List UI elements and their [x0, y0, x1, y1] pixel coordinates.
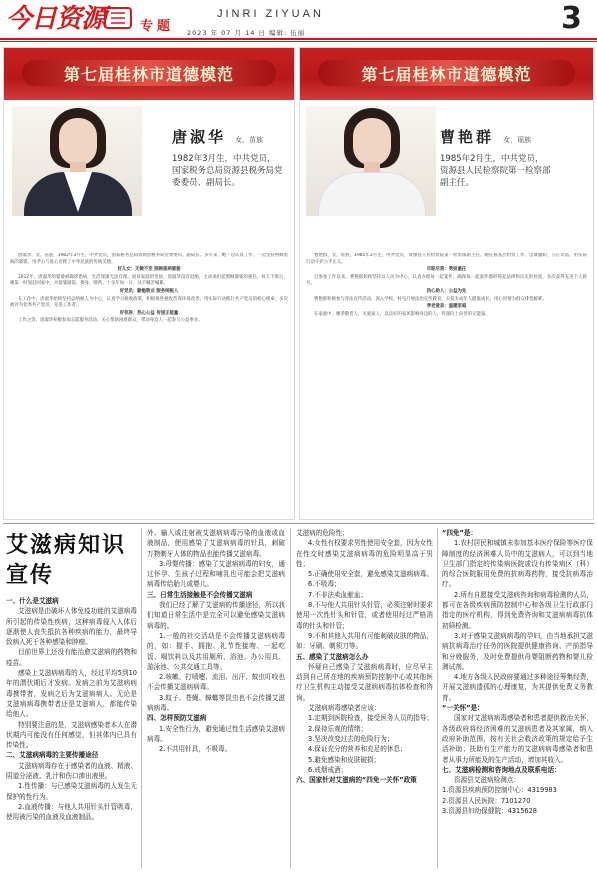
column-text	[442, 528, 593, 816]
article-paragraph: 资源县艾滋病检测点：	[454, 776, 520, 785]
article-paragraph: 艾滋病病毒存在于感染者的血液、精液、阴道分泌液、乳汁和伤口渗出液里。	[6, 761, 137, 781]
column-divider	[437, 528, 438, 868]
aids-column-2	[147, 528, 285, 868]
model-panel-cao	[299, 47, 594, 520]
subheading: 好邻居：热心公益 传递正能量	[119, 310, 179, 316]
column-divider	[290, 528, 291, 868]
article-paragraph: 2.所有自愿接受艾滋病咨询和病毒检测的人员，都可在各级疾病预防控制中心和各级卫生行政部门指定的医疗机构，得到免费咨询和艾滋病病毒抗体初筛检测。	[442, 590, 593, 630]
face-shape	[59, 118, 97, 166]
panel-banner	[300, 48, 593, 100]
name-block	[172, 126, 283, 189]
article-paragraph: 我们已经了解了艾滋病的传播途径，所以我们知道日常生活中是完全可以避免感染艾滋病病毒的。	[147, 601, 285, 630]
person-gender: 女，苗族	[235, 136, 264, 144]
paragraph: 在家庭中，她孝敬老人、关爱家人，以良好的家风影响身边的人，传递向上向善的正能量。	[314, 311, 490, 317]
face-shape	[353, 118, 391, 166]
article-paragraph: 7.不非法卖血献血；	[308, 590, 368, 599]
article-paragraph: 5.正确使用安全套，避免感染艾滋病病毒。	[308, 570, 433, 579]
article-paragraph: 特别要注意的是，艾滋病感染者本人在潜伏期内可能没有任何感觉，但其体内已具有传染性。	[6, 720, 137, 750]
article-paragraph: 2.血液传播：与他人共用针头针管吸毒，使用被污染的血液及血液制品。	[6, 802, 137, 822]
article-paragraph: 5.避免感染和皮肤破损；	[308, 755, 381, 764]
person-gender: 女，瑶族	[503, 136, 532, 144]
paragraph: 自参加工作以来，曹艳群始终坚持以人民为中心，认真办理每一起案件，确保每一起案件都经得起法律和历史的检验，多次获得先进个人称号。	[306, 274, 587, 287]
aids-title: 艾滋病知识宣传	[6, 532, 127, 588]
article-heading: 四、怎样预防艾滋病	[147, 714, 207, 723]
column-divider	[141, 528, 142, 868]
article-paragraph: 1.性传播：与已感染艾滋病毒的人发生无保护的性行为。	[6, 782, 137, 801]
seal-icon	[103, 6, 133, 30]
panel-banner	[4, 48, 294, 100]
article-heading: 二、艾滋病病毒的主要传播途径	[6, 751, 99, 760]
column-text	[6, 596, 137, 823]
header-latin: JINRI ZIYUAN	[217, 8, 324, 20]
newspaper-logo: 今日资源	[6, 4, 107, 34]
article-body	[10, 253, 288, 513]
bio-line: 资源县人民检察院第一检察部	[440, 166, 551, 176]
article-paragraph: 1.资源县疾病预防控制中心：4319983	[442, 786, 557, 795]
aids-column-1	[6, 528, 137, 868]
article-paragraph: 1.农村居民和城镇未参加基本医疗保险等医疗保障制度的经济困难人员中的艾滋病人，可以到当地卫生部门指定的传染病医院或设有传染病区（科）的综合医院服用免费的抗病毒药物，接受抗病毒治疗。	[442, 539, 593, 589]
article-paragraph: 1.安全性行为，避免通过性生活感染艾滋病病毒。	[147, 724, 285, 743]
article-paragraph: 2.保持乐观的情绪；	[308, 724, 368, 733]
article-paragraph: 目前世界上还没有能治愈艾滋病的药物和疫苗。	[6, 648, 137, 667]
article-paragraph: 外、输入或注射被艾滋病病毒污染的血液或血液制品，使用感染了艾滋病病毒的针具，刺破万物剃牙人体的物品也能传播艾滋病毒。	[147, 529, 285, 558]
name-block	[440, 126, 551, 189]
aids-column-3	[296, 528, 433, 868]
article-paragraph: 4.保证充分的营养和充足的休息；	[308, 745, 407, 754]
paragraph: 曹艳群，女，瑶族，1985年2月生，中共党员，资源县人民检察院第一检察部副主任。她扎根基层检察工作，忠诚履职，公正司法，用实际行动守护公平正义。	[306, 253, 587, 265]
article-paragraph: 4.地方各级人民政府要通过多种途径筹集经费，开展艾滋病遗孤的心理康复，为其提供免费义务教育。	[442, 673, 593, 702]
article-paragraph: 怀疑自己感染了艾滋病病毒时，应尽早主动到自己所在地的疾病预防控制中心或其他医疗卫生机构主动接受艾滋病病毒抗体检查和咨询。	[296, 662, 433, 702]
article-paragraph: 4.女性有权要求男性使用安全套，因为女性在性交时感染艾滋病病毒的危险明显高于男性；	[296, 539, 433, 568]
paragraph: 工作之余，唐淑华积极参加志愿服务活动，关心帮助困难群众，带动身边人一起参与公益事业。	[18, 318, 203, 324]
article-paragraph: 3.对于感染艾滋病病毒的孕妇，由当地承担艾滋病抗病毒治疗任务的医院提供健康咨询、产前指导和分娩服务，及时免费提供母婴阻断药物和婴儿检测试剂。	[442, 631, 593, 671]
person-bio	[172, 153, 283, 189]
portrait-photo	[306, 106, 436, 216]
section-label: 专题	[140, 19, 175, 34]
header-rule	[0, 38, 597, 40]
subheading: 尽职尽责：勇担重任	[426, 267, 467, 273]
paragraph: 在工作中，唐淑华始终坚持以纳税人为中心，认真学习税收政策，积极推进税收营商环境改善，用实际行动践行共产党员的初心使命，多次被评为优秀共产党员、先进工作者。	[10, 296, 288, 309]
bio-line: 1985年2月生，中共党员，	[440, 154, 544, 164]
article-paragraph: 1.定期到医院检查，接受医务人员的指导；	[308, 714, 433, 723]
article-paragraph: 艾滋病是由破坏人体免疫功能的艾滋病毒所引起的传染性疾病，这种病毒侵入人体后逐渐使人丧失抵抗各种疾病的能力，最终导致病人死于各种感染和肿瘤。	[6, 607, 137, 647]
banner-title: 第七届桂林市道德模范	[63, 65, 234, 84]
column-text	[296, 528, 433, 785]
article-paragraph: 6.不吸毒；	[308, 580, 341, 589]
article-heading: “一关怀”是：	[442, 704, 484, 713]
page-number: 3	[561, 1, 582, 36]
article-paragraph: 艾滋病病毒感染者应该：	[308, 704, 381, 713]
article-heading: 七、艾滋病检测和咨询地点及联系电话：	[442, 765, 561, 774]
article-paragraph: 2.咳嗽、打喷嚏、流泪、出汗、蚊虫叮咬也不会传播艾滋病病毒。	[147, 673, 285, 692]
article-heading: 五、感染了艾滋病怎么办	[296, 652, 369, 661]
paragraph: 曹艳群积极参与普法宣传活动，深入学校、村屯开展法治宣传教育，关爱未成年人健康成长，用心用情为群众排忧解难。	[314, 296, 547, 302]
article-paragraph: 3.蚊子、苍蝇、蟑螂等昆虫也不会传播艾滋病病毒。	[147, 693, 285, 713]
column-text	[147, 528, 285, 755]
subheading: 孝老爱亲：温暖家庭	[426, 304, 467, 310]
header-rule-thin	[0, 41, 597, 42]
article-paragraph: 3.坚决改变过去的危险行为；	[308, 734, 394, 743]
portrait-photo	[12, 106, 142, 216]
article-paragraph: 2.不共用针具，不吸毒。	[159, 745, 232, 754]
model-panel-tang	[3, 47, 295, 520]
bio-line: 副主任。	[440, 178, 475, 188]
article-paragraph: 8.不与他人共用针头针管，必须注射时要求使用一次性针头和针管，或者使用经过严格消毒的针头和针管；	[296, 601, 433, 630]
article-paragraph: 3.母婴传播：感染了艾滋病病毒的妇女，通过怀孕、生孩子过程和哺乳也可能会把艾滋病病毒传给胎儿或婴儿。	[147, 559, 285, 589]
person-name: 曹艳群	[440, 128, 495, 146]
banner-title: 第七届桂林市道德模范	[361, 65, 532, 84]
blouse-shape	[318, 172, 426, 216]
article-heading: 一、什么是艾滋病	[6, 597, 59, 605]
paragraph: 唐淑华，女，苗族，1982年3月生，中共党员，国家税务总局资源县税务局党委委员、副局长。多年来，她一边认真工作，一边坚持照顾患病的婆婆，用孝心与爱心诠释了中华民族的传统美德。	[10, 253, 288, 265]
subheading: 热心助人：公益为先	[426, 288, 467, 294]
article-paragraph: 国家对艾滋病病毒感染者和患者提供救治关怀，各级政府将经济困难的艾滋病患者及其家属，纳入政府补助范围，按有关社会救济政策的规定给予生活补助；扶助有生产能力的艾滋病病毒感染者和患者从事力所能及的生产活动，增加其收入。	[442, 714, 593, 764]
aids-column-4	[442, 528, 593, 868]
article-paragraph: 1.一般的社交活动是不会传播艾滋病病毒的，如：握手、拥抱、礼节性接吻、一起吃饭、喝饮料以及共用厕所、浴池、办公用具、游泳池、公共交通工具等。	[147, 631, 285, 671]
subheading: 好党员：勤勉敬业 服务纳税人	[119, 288, 179, 294]
issue-line: 2023 年 07 月 14 日 编辑: 伍丽	[187, 29, 306, 37]
subheading: 好儿女：无微不至 照顾患病婆婆	[117, 267, 181, 273]
bio-line: 1982年3月生，中共党员，	[172, 154, 276, 164]
article-heading: 六、国家针对艾滋病的“四免一关怀”政策	[296, 776, 417, 785]
section-divider	[3, 523, 594, 524]
article-paragraph: 感染上艾滋病病毒的人，经过平均5到10年的潜伏期后才发病。发病之前为艾滋病病毒携带者，发病之后为艾滋病病人。无论是艾滋病病毒携带者还是艾滋病人，都能传染给他人。	[6, 669, 137, 719]
article-paragraph: 6.戒烟戒酒；	[308, 765, 348, 774]
article-heading: 三、日常生活接触是不会传播艾滋病	[147, 590, 253, 599]
bio-line: 委委员、副局长。	[172, 178, 241, 188]
person-bio	[440, 153, 551, 189]
masthead	[0, 0, 597, 44]
article-heading: “四免”是：	[442, 529, 478, 537]
article-paragraph: 艾滋病的危险性；	[296, 529, 349, 537]
paragraph: 2012年，唐淑华的婆婆被确诊患病，生活逐渐无法自理。面对家庭的变故，唐淑华没有退缩，主动承担起照顾婆婆的重任。每天下班后，她第一时间赶回家中，为婆婆做饭、擦身、喂药。十多年如一日，从不喊苦喊累。	[10, 274, 288, 287]
article-paragraph: 3.资源县妇幼保健院：4315628	[442, 807, 538, 816]
bio-line: 国家税务总局资源县税务局党	[172, 166, 283, 176]
article-paragraph: 2.资源县人民医院：7101270	[442, 796, 531, 805]
article-paragraph: 9.不和其他人共用有可能刺破皮肤的物品，如：牙刷、剃须刀等。	[296, 631, 433, 651]
person-name: 唐淑华	[172, 128, 227, 146]
article-body	[306, 253, 587, 513]
